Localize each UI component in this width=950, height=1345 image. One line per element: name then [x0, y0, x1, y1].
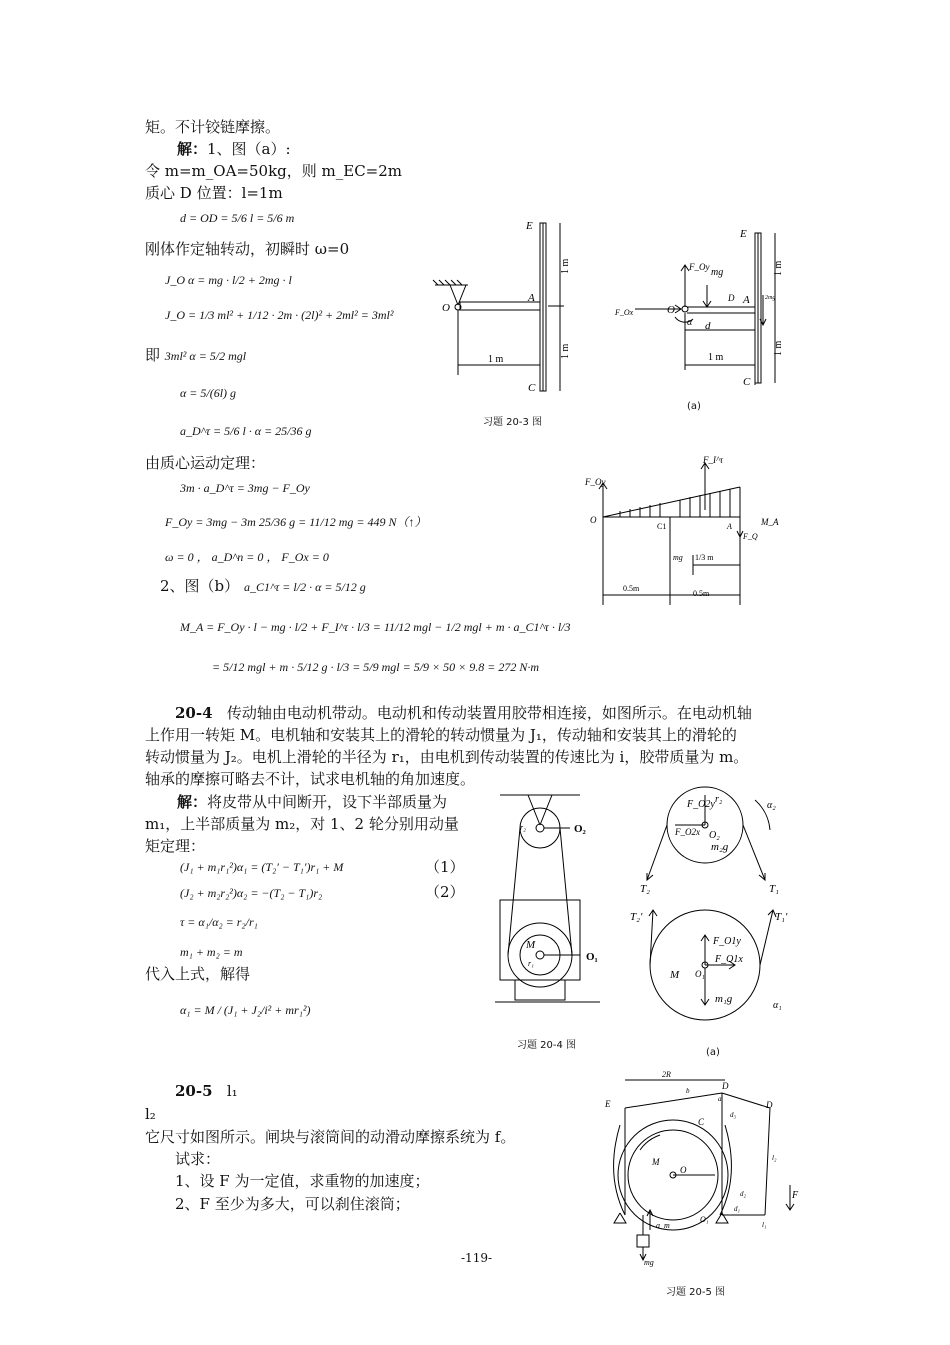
equation: a_C1^τ = l/2 · α = 5/12 g: [243, 580, 366, 594]
text-line: 2、F 至少为多大，可以刹住滚筒；: [175, 1195, 410, 1213]
label-MA: M_A: [761, 517, 779, 527]
label-FO2x: F_O2x: [675, 827, 700, 837]
label-O: O: [590, 515, 597, 525]
label-mg: mg: [673, 553, 683, 562]
figure-20-4: [490, 790, 610, 1030]
label-2R: 2R: [662, 1070, 671, 1079]
text-line: [145, 344, 246, 367]
label-third: 1/3 m: [695, 553, 714, 562]
label-am: a_m: [656, 1221, 670, 1230]
text-line: 刚体作定轴转动，初瞬时 ω=0: [145, 240, 350, 258]
text-line: 矩。不计铰链摩擦。: [145, 118, 281, 136]
label-d1: d₁: [734, 1205, 740, 1213]
text-line: 轴承的摩擦可略去不计，试求电机轴的角加速度。: [145, 770, 476, 788]
label-T1-prime: T₁′: [775, 911, 788, 923]
equation: = 5/12 mgl + m · 5/12 g · l/3 = 5/9 mgl = 5/9 × 50 × 9.8 = 272 N·m: [212, 660, 540, 674]
equation: α₁ = M / (J₁ + J₂/i² + mr₁²): [180, 1003, 311, 1017]
page-number: -119-: [461, 1251, 493, 1265]
label-l1: l₁: [762, 1221, 767, 1229]
text-line: m₁，上半部质量为 m₂，对 1、2 轮分别用动量: [145, 815, 459, 833]
equation: ω = 0 ， a_D^n = 0 ， F_Ox = 0: [165, 550, 329, 564]
figure-20-3: [430, 215, 590, 415]
label-M: M: [526, 939, 536, 951]
label-FO2y: F_O2y: [687, 799, 715, 810]
dimension-0.5m-right: 0.5m: [693, 589, 710, 598]
label-alpha: α: [687, 317, 693, 328]
label-FO1y: F_O1y: [713, 936, 741, 947]
label-C: C: [743, 376, 751, 388]
label-a: (a): [687, 401, 701, 412]
equation: a_D^τ = 5/6 l · α = 25/36 g: [180, 424, 312, 438]
dimension-1m-upper: 1 m: [773, 260, 784, 276]
equation: d = OD = 5/6 l = 5/6 m: [180, 211, 295, 225]
text-line: 试求：: [175, 1150, 221, 1168]
label-mg: mg: [644, 1258, 654, 1267]
text-span: 即: [145, 346, 161, 364]
dimension-1m: 1 m: [488, 354, 504, 365]
label-O: O: [680, 1165, 687, 1175]
label-T2: T₂: [640, 883, 650, 895]
label-T1: T₁: [769, 883, 779, 895]
text-line: [177, 138, 291, 160]
text-line: 由质心运动定理：: [145, 454, 266, 472]
label-A: A: [727, 522, 732, 531]
label-C: C: [528, 382, 536, 394]
text-line: 上作用一转矩 M。电机轴和安装其上的滑轮的转动惯量为 J₁，传动轴和安装其上的滑轮的: [145, 726, 737, 744]
equation-number: （1）: [425, 858, 465, 876]
text-span: l₁: [226, 1082, 238, 1100]
label-l2: l₂: [772, 1154, 777, 1162]
label-r1: r₁: [528, 959, 534, 968]
label-d3: d₃: [730, 1111, 736, 1119]
label-FOy: F_Oy: [689, 262, 710, 272]
problem-number: 20-4: [175, 704, 213, 722]
label-O: O: [442, 302, 450, 314]
text-line: 它尺寸如图所示。闸块与滚筒间的动滑动摩擦系统为 f。: [145, 1128, 516, 1146]
label-m2g: m₂g: [711, 841, 729, 853]
caption-20-4: 习题 20-4 图: [517, 1040, 577, 1051]
label-A: A: [743, 294, 750, 306]
label-FI: F_I^τ: [703, 455, 724, 465]
text-line: [160, 575, 366, 598]
label-M: M: [670, 969, 680, 981]
label-E: E: [740, 228, 747, 240]
label-O: O: [667, 304, 675, 316]
dimension-1m: 1 m: [708, 352, 724, 363]
label-C: C: [698, 1117, 705, 1127]
equation: J_O = 1/3 ml² + 1/12 · 2m · (2l)² + 2ml² = 3ml²: [165, 308, 394, 322]
label-T2-prime: T₂′: [630, 911, 643, 923]
text-span: 1、图（a）:: [207, 140, 291, 158]
label-mg: mg: [711, 267, 724, 278]
dimension-0.5m-left: 0.5m: [623, 584, 640, 593]
solution-label: 解：: [177, 793, 208, 811]
text-line: l₂: [145, 1105, 156, 1123]
label-r2: r₂: [715, 794, 723, 805]
label-O1: O₁: [700, 1215, 709, 1224]
text-line: 转动惯量为 J₂。电机上滑轮的半径为 r₁，由电机到传动装置的传速比为 i，胶带质量为 m。: [145, 748, 749, 766]
equation: m₁ + m₂ = m: [180, 945, 243, 959]
caption-20-5: 习题 20-5 图: [666, 1287, 726, 1298]
text-line: 1、设 F 为一定值，求重物的加速度；: [175, 1172, 430, 1190]
label-E: E: [526, 220, 533, 232]
label-alpha1: α₁: [773, 1000, 782, 1011]
equation: M_A = F_Oy · l − mg · l/2 + F_I^τ · l/3 = 11/12 mgl − 1/2 mgl + m · a_C1^τ · l/3: [180, 620, 571, 634]
figure-20-3b: [585, 455, 785, 615]
dimension-1m-upper: 1 m: [560, 258, 571, 274]
figure-20-5: [600, 1065, 810, 1280]
label-O2: O₂: [574, 823, 586, 835]
dimension-1m-lower: 1 m: [773, 340, 784, 356]
text-span: 2、图（b）: [160, 577, 240, 595]
label-d: d: [705, 320, 711, 332]
solution-label: 解：: [177, 140, 208, 158]
text-line: 令 m=m_OA=50kg，则 m_EC=2m: [145, 162, 403, 180]
equation: (J₁ + m₁r₁²)α₁ = (T₂′ − T₁′)r₁ + M: [180, 860, 344, 874]
equation: 3ml² α = 5/2 mgl: [164, 349, 247, 363]
equation: τ = α₁/α₂ = r₂/r₁: [180, 915, 258, 929]
label-m1g: m₁g: [715, 993, 733, 1005]
label-2mg: 2mg: [765, 295, 776, 301]
problem-20-4: [145, 702, 815, 790]
label-r2: r₂: [520, 823, 526, 832]
text-line: 矩定理：: [145, 837, 206, 855]
label-FO1x: F_O1x: [715, 954, 743, 965]
equation: 3m · a_D^τ = 3mg − F_Oy: [180, 481, 310, 495]
label-E: E: [605, 1099, 611, 1109]
label-D: D: [722, 1081, 729, 1091]
label-F: F: [792, 1190, 799, 1201]
equation: F_Oy = 3mg − 3m 25/36 g = 11/12 mg = 449 N（↑）: [165, 515, 427, 529]
figure-20-4a: [625, 780, 805, 1040]
label-M: M: [652, 1157, 660, 1167]
text-line: 代入上式，解得: [145, 965, 251, 983]
label-O1: O₁: [695, 969, 705, 979]
text-span: 传动轴由电动机带动。电动机和传动装置用胶带相连接，如图所示。在电动机轴: [226, 704, 752, 722]
label-a: a: [718, 1095, 722, 1103]
label-A: A: [528, 292, 535, 304]
label-D-right: D: [766, 1100, 773, 1110]
label-D: D: [728, 293, 735, 303]
text-line: [177, 791, 447, 813]
label-d2: d₂: [740, 1190, 746, 1198]
equation: J_O α = mg · l/2 + 2mg · l: [165, 273, 292, 287]
caption-20-3: 习题 20-3 图: [483, 417, 543, 428]
label-b: b: [686, 1087, 690, 1095]
equation-number: （2）: [425, 883, 465, 901]
label-O1: O₁: [586, 951, 598, 963]
label-O2: O₂: [709, 830, 720, 841]
figure-20-3a: [615, 225, 805, 395]
label-FOx: F_Ox: [615, 308, 634, 317]
text-line: [175, 1080, 238, 1102]
label-FQ: F_Q: [743, 532, 758, 541]
equation: (J₂ + m₂r₂²)α₂ = −(T₂ − T₁)r₂: [180, 886, 323, 900]
label-alpha2: α₂: [767, 800, 776, 811]
label-FOy: F_Oy: [585, 477, 606, 487]
text-span: 将皮带从中间断开，设下半部质量为: [207, 793, 448, 811]
label-a: (a): [706, 1047, 720, 1058]
text-line: 质心 D 位置：l=1m: [145, 184, 283, 202]
problem-number: 20-5: [175, 1082, 213, 1100]
label-C1: C1: [657, 522, 667, 531]
dimension-1m-lower: 1 m: [560, 343, 571, 359]
equation: α = 5/(6l) g: [180, 386, 237, 400]
